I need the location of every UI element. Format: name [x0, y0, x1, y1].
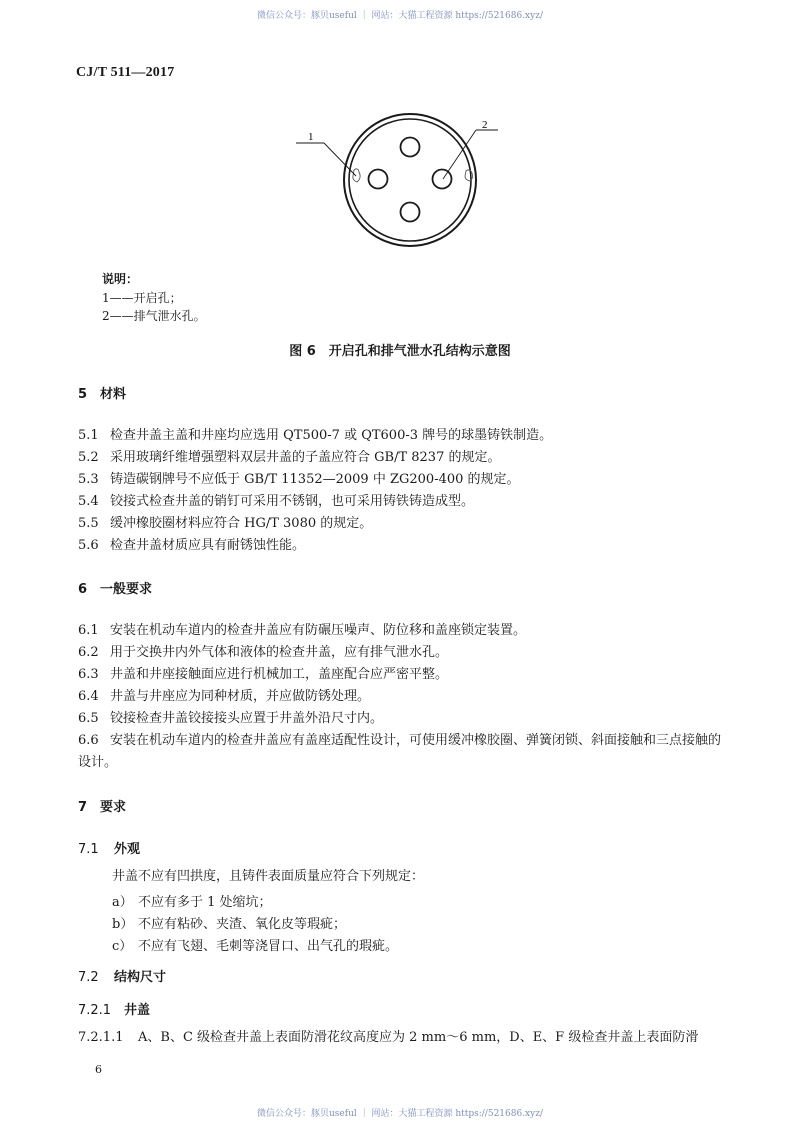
section-heading-6: 6 一般要求: [78, 582, 153, 597]
clause-5-4: 5.4 铰接式检查井盖的销钉可采用不锈钢，也可采用铸铁铸造成型。: [78, 494, 475, 509]
clause-6-3: 6.3 井盖和井座接触面应进行机械加工，盖座配合应严密平整。: [78, 667, 449, 682]
legend-item: 1——开启孔；: [102, 291, 182, 305]
clause-5-5: 5.5 缓冲橡胶圈材料应符合 HG/T 3080 的规定。: [78, 516, 373, 531]
figure-caption: 图 6 开启孔和排气泄水孔结构示意图: [289, 344, 511, 359]
clause-6-1: 6.1 安装在机动车道内的检查井盖应有防碾压噪声、防位移和盖座锁定装置。: [78, 623, 527, 638]
legend-item: 2——排气泄水孔。: [102, 309, 206, 323]
section-heading-7-2: 7.2 结构尺寸: [78, 970, 167, 985]
clause-6-6: 6.6 安装在机动车道内的检查井盖应有盖座适配性设计，可使用缓冲橡胶圈、弹簧闭锁、斜面接触和三点接触的设计。: [78, 733, 722, 770]
list-item-a: a） 不应有多于 1 处缩坑；: [112, 895, 272, 910]
clause-6-5: 6.5 铰接检查井盖铰接接头应置于井盖外沿尺寸内。: [78, 711, 384, 726]
watermark-bottom: 微信公众号：豚贝useful ｜ 网站：大猫工程资源 https://521686.xyz/: [257, 1109, 543, 1119]
section-heading-7: 7 要求: [78, 800, 127, 815]
clause-5-3: 5.3 铸造碳钢牌号不应低于 GB/T 11352—2009 中 ZG200-400 的规定。: [78, 472, 520, 487]
callout-2: 2: [482, 119, 488, 131]
clause-6-2: 6.2 用于交换井内外气体和液体的检查井盖，应有排气泄水孔。: [78, 645, 449, 660]
legend-title: 说明：: [102, 272, 139, 286]
standard-number: CJ/T 511—2017: [76, 65, 175, 80]
list-item-b: b） 不应有粘砂、夹渣、氧化皮等瑕疵；: [112, 917, 347, 932]
section-heading-7-2-1: 7.2.1 井盖: [78, 1003, 151, 1018]
list-item-c: c） 不应有飞翅、毛刺等浇冒口、出气孔的瑕疵。: [112, 939, 399, 954]
clause-5-2: 5.2 采用玻璃纤维增强塑料双层井盖的子盖应符合 GB/T 8237 的规定。: [78, 450, 501, 465]
clause-7-2-1-1: 7.2.1.1 A、B、C 级检查井盖上表面防滑花纹高度应为 2 mm～6 mm，D、E、F 级检查井盖上表面防滑: [78, 1030, 699, 1045]
watermark-top: 微信公众号：豚贝useful ｜ 网站：大猫工程资源 https://521686.xyz/: [257, 11, 543, 21]
callout-1: 1: [308, 131, 314, 143]
clause-5-6: 5.6 检查井盖材质应具有耐锈蚀性能。: [78, 538, 306, 553]
clause-5-1: 5.1 检查井盖主盖和井座均应选用 QT500-7 或 QT600-3 牌号的球墨铸铁制造。: [78, 428, 553, 443]
section-heading-5: 5 材料: [78, 387, 127, 402]
figure-6-diagram: [280, 100, 520, 270]
paragraph-7-1-intro: 井盖不应有凹拱度，且铸件表面质量应符合下列规定：: [112, 869, 425, 884]
page-number: 6: [95, 1063, 102, 1076]
clause-6-4: 6.4 井盖与井座应为同种材质，并应做防锈处理。: [78, 689, 371, 704]
section-heading-7-1: 7.1 外观: [78, 842, 141, 857]
